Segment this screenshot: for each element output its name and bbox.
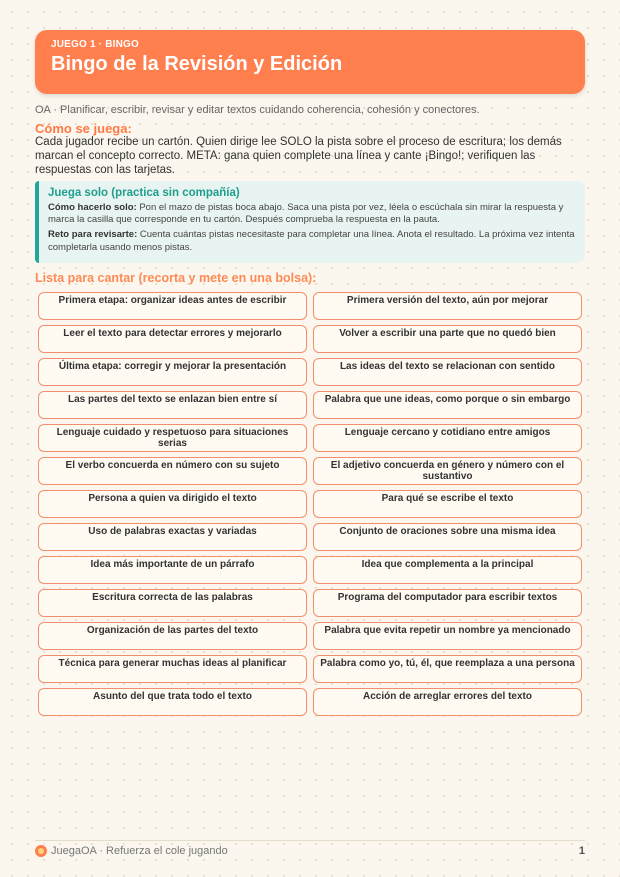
how-to-play-heading: Cómo se juega: — [35, 121, 132, 136]
how-to-play-text: Cada jugador recibe un cartón. Quien dirige lee SOLO la pista sobre el proceso de escritura; los demás marcan el concepto correcto. META: gana quien complete una línea y cante ¡Bingo!; verifiquen las respuestas con las tarjetas. — [35, 136, 562, 176]
clue-card: Primera versión del texto, aún por mejorar — [313, 292, 582, 320]
solo-how-paragraph — [48, 202, 575, 226]
page-title: Bingo de la Revisión y Edición — [51, 53, 343, 75]
footer-brand: JuegaOA · Refuerza el cole jugando — [51, 845, 228, 857]
clue-card: Lenguaje cercano y cotidiano entre amigos — [313, 424, 582, 452]
clue-card: Las ideas del texto se relacionan con sentido — [313, 358, 582, 386]
clue-card: El adjetivo concuerda en género y número con el sustantivo — [313, 457, 582, 485]
clue-card: Primera etapa: organizar ideas antes de escribir — [38, 292, 307, 320]
game-header — [35, 30, 585, 94]
solo-challenge-text: Cuenta cuántas pistas necesitaste para completar una línea. Anota el resultado. La próxima vez intenta completarla usando menos pistas. — [48, 229, 575, 253]
solo-play-box — [35, 181, 585, 263]
learning-objective: OA · Planificar, escribir, revisar y editar textos cuidando coherencia, cohesión y conectores. — [35, 104, 480, 116]
clue-card: Persona a quien va dirigido el texto — [38, 490, 307, 518]
clue-card: Organización de las partes del texto — [38, 622, 307, 650]
clue-card: Lenguaje cuidado y respetuoso para situaciones serias — [38, 424, 307, 452]
clue-grid — [38, 292, 583, 716]
footer-divider — [35, 840, 585, 841]
clue-card: Leer el texto para detectar errores y mejorarlo — [38, 325, 307, 353]
clue-card: Escritura correcta de las palabras — [38, 589, 307, 617]
solo-challenge-label: Reto para revisarte: — [48, 229, 138, 241]
page-number: 1 — [578, 845, 585, 857]
clue-card: Acción de arreglar errores del texto — [313, 688, 582, 716]
clue-card: Para qué se escribe el texto — [313, 490, 582, 518]
game-kicker: JUEGO 1 · BINGO — [51, 39, 140, 50]
clue-card: Programa del computador para escribir textos — [313, 589, 582, 617]
clue-card: El verbo concuerda en número con su sujeto — [38, 457, 307, 485]
clue-card: Idea más importante de un párrafo — [38, 556, 307, 584]
footer — [35, 843, 585, 859]
clue-card: Última etapa: corregir y mejorar la presentación — [38, 358, 307, 386]
clue-card: Uso de palabras exactas y variadas — [38, 523, 307, 551]
clue-card: Palabra como yo, tú, él, que reemplaza a una persona — [313, 655, 582, 683]
clue-card: Las partes del texto se enlazan bien entre sí — [38, 391, 307, 419]
clue-list-heading: Lista para cantar (recorta y mete en una bolsa): — [35, 271, 317, 285]
solo-play-heading: Juega solo (practica sin compañía) — [48, 187, 240, 199]
solo-challenge-paragraph — [48, 229, 575, 253]
clue-card: Palabra que evita repetir un nombre ya mencionado — [313, 622, 582, 650]
solo-how-label: Cómo hacerlo solo: — [48, 202, 137, 213]
clue-card: Conjunto de oraciones sobre una misma idea — [313, 523, 582, 551]
clue-card: Técnica para generar muchas ideas al planificar — [38, 655, 307, 683]
clue-card: Idea que complementa a la principal — [313, 556, 582, 584]
brand-logo-icon — [35, 845, 47, 857]
clue-card: Palabra que une ideas, como porque o sin embargo — [313, 391, 582, 419]
clue-card: Volver a escribir una parte que no quedó bien — [313, 325, 582, 353]
solo-how-text: Pon el mazo de pistas boca abajo. Saca una pista por vez, léela o escúchala sin mirar la respuesta y marca la casilla que corresponde en tu cartón. Después comprueba la respuesta en la pauta. — [48, 202, 564, 226]
clue-card: Asunto del que trata todo el texto — [38, 688, 307, 716]
